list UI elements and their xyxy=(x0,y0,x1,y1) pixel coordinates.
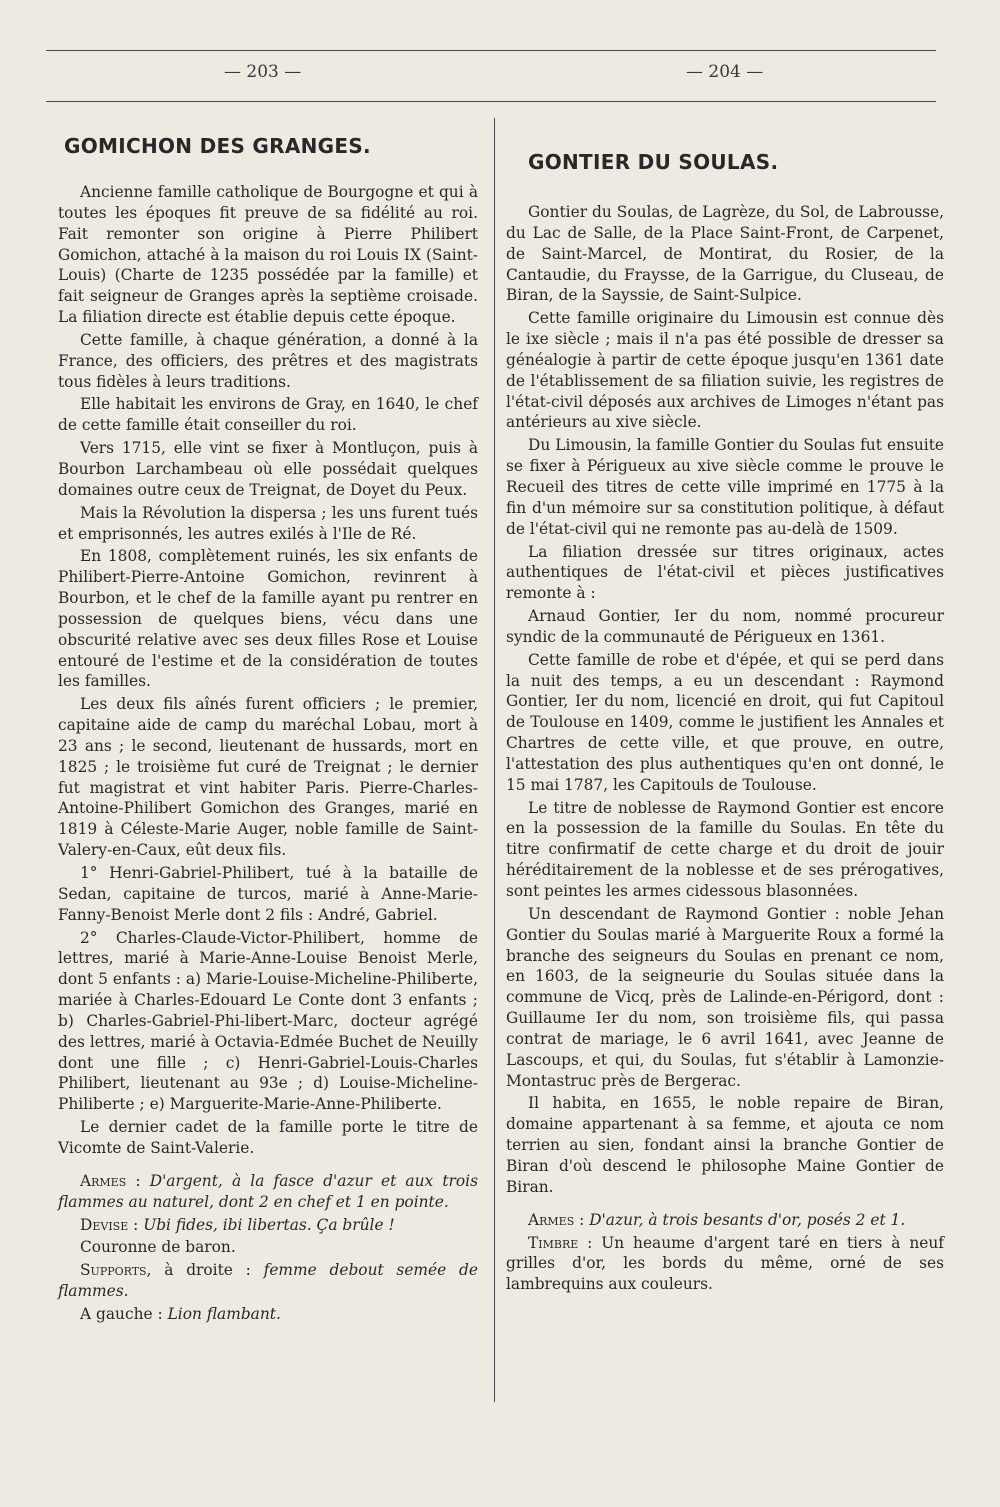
armes-label: Armes : xyxy=(80,1171,141,1190)
paragraph: Un descendant de Raymond Gontier : noble Jehan Gontier du Soulas marié à Marguerite Roux a formé la branche des seigneurs du Soulas en prenant ce nom, en 1603, de la seigneurie du Soulas située dans la commune de Vicq, près de Lalinde-en-Périgord, dont : Guillaume Ier du nom, son troisième fils, qui passa contrat de mariage, le 6 avril 1641, avec Jeanne de Lascoups, et qui, du Soulas, fut s'établir à Lamonzie-Montastruc près de Bergerac. xyxy=(506,904,944,1090)
paragraph: Cette famille originaire du Limousin est connue dès le ixe siècle ; mais il n'a pas été possible de dresser sa généalogie à partir de cette époque jusqu'en 1361 date de l'établissement de sa filiation suivie, les registres de l'état-civil déposés aux archives de Limoges n'étant pas antérieurs au xive siècle. xyxy=(506,309,944,432)
supports-label: Supports, xyxy=(80,1261,152,1280)
paragraph: La filiation dressée sur titres originaux, actes authentiques de l'état-civil et pièces justificatives remonte à : xyxy=(506,542,944,603)
armes-text: D'argent, à la fasce d'azur et aux trois flammes au naturel, dont 2 en chef et 1 en pointe. xyxy=(58,1171,478,1211)
paragraph: Du Limousin, la famille Gontier du Soulas fut ensuite se fixer à Périgueux au xive siècle comme le prouve le Recueil des titres de cette ville imprimé en 1775 à la fin d'un mémoire sur sa constitution politique, à défaut de l'état-civil qui ne remonte pas au-delà de 1509. xyxy=(506,436,944,538)
right-entry-title: GONTIER DU SOULAS. xyxy=(528,150,779,174)
armes-line xyxy=(506,1210,944,1231)
paragraph: Vers 1715, elle vint se fixer à Montluçon, puis à Bourbon Larchambeau où elle possédait quelques domaines outre ceux de Treignat, de Doyet du Peux. xyxy=(58,439,478,499)
timbre-text: Un heaume d'argent taré en tiers à neuf grilles d'or, les bords du même, orné de ses lambrequins aux couleurs. xyxy=(506,1233,944,1294)
devise-line xyxy=(58,1215,478,1236)
paragraph: Gontier du Soulas, de Lagrèze, du Sol, de Labrousse, du Lac de Salle, de la Place Saint-Front, de Carpenet, de Saint-Marcel, de Montirat, du Rosier, de la Cantaudie, du Fraysse, de la Garrigue, du Cluseau, de Biran, de la Sayssie, de Saint-Sulpice. xyxy=(506,203,944,305)
paragraph: Mais la Révolution la dispersa ; les uns furent tués et emprisonnés, les autres exilés à l'Ile de Ré. xyxy=(58,503,478,543)
paragraph: Les deux fils aînés furent officiers ; le premier, capitaine aide de camp du maréchal Lobau, mort à 23 ans ; le second, lieutenant de hussards, mort en 1825 ; le troisième fut curé de Treignat ; le dernier fut magistrat et vint habiter Paris. Pierre-Charles-Antoine-Philibert Gomichon des Granges, marié en 1819 à Céleste-Marie Auger, noble famille de Saint-Valery-en-Caux, eût deux fils. xyxy=(58,695,478,860)
paragraph: En 1808, complètement ruinés, les six enfants de Philibert-Pierre-Antoine Gomichon, revinrent à Bourbon, et le chef de la famille ayant pu rentrer en possession de quelques biens, vécu dans une obscurité relative avec ses deux filles Rose et Louise entouré de l'estime et de la considération de toutes les familles. xyxy=(58,547,478,691)
paragraph: Le titre de noblesse de Raymond Gontier est encore en la possession de la famille du Soulas. En tête du titre confirmatif de cette charge et du droit de jouir héréditairement de la noblesse et de ses prérogatives, sont peintes les armes cidessous blasonnées. xyxy=(506,798,944,900)
paragraph: Ancienne famille catholique de Bourgogne et qui à toutes les époques fit preuve de sa fidélité au roi. Fait remonter son origine à Pierre Philibert Gomichon, attaché à la maison du roi Louis IX (Saint-Louis) (Charte de 1235 possédée par la famille) et fait seigneur de Granges après la septième croisade. La filiation directe est établie depuis cette époque. xyxy=(58,183,478,327)
left-entry-body xyxy=(58,182,478,1327)
paragraph: Cette famille, à chaque génération, a donné à la France, des officiers, des prêtres et des magistrats tous fidèles à leurs traditions. xyxy=(58,330,478,391)
gauche-italic: Lion flambant. xyxy=(167,1304,281,1323)
devise-text: Ubi fides, ibi libertas. Ça brûle ! xyxy=(143,1215,395,1234)
left-entry-title: GOMICHON DES GRANGES. xyxy=(64,134,371,158)
armes-label: Armes : xyxy=(528,1210,585,1229)
paragraph: 1° Henri-Gabriel-Philibert, tué à la bataille de Sedan, capitaine de turcos, marié à Anne-Marie-Fanny-Benoist Merle dont 2 fils : André, Gabriel. xyxy=(58,864,478,924)
gauche-line xyxy=(58,1304,478,1325)
supports-line xyxy=(58,1260,478,1302)
paragraph: Cette famille de robe et d'épée, et qui se perd dans la nuit des temps, a eu un descendant : Raymond Gontier, Ier du nom, licencié en droit, qui fut Capitoul de Toulouse en 1409, comme le justifient les Annales et Chartres de cette ville, et que prouve, en outre, l'attestation des plus authentiques qu'en ont donné, le 15 mai 1787, les Capitouls de Toulouse. xyxy=(506,650,944,794)
gauche-text: A gauche : xyxy=(80,1304,163,1323)
couronne-line: Couronne de baron. xyxy=(80,1238,236,1257)
supports-text: à droite : xyxy=(164,1261,251,1280)
right-page-number: — 204 — xyxy=(686,62,764,82)
armes-text: D'azur, à trois besants d'or, posés 2 et 1. xyxy=(589,1210,906,1229)
right-entry-body xyxy=(506,202,944,1297)
top-rule xyxy=(46,50,936,51)
paragraph: Elle habitait les environs de Gray, en 1640, le chef de cette famille était conseiller du roi. xyxy=(58,395,478,435)
header-rule xyxy=(46,101,936,102)
paragraph: Arnaud Gontier, Ier du nom, nommé procureur syndic de la communauté de Périgueux en 1361. xyxy=(506,607,944,646)
column-divider xyxy=(494,118,495,1402)
supports-italic: femme debout semée de flammes. xyxy=(58,1261,478,1301)
devise-label: Devise : xyxy=(80,1215,139,1234)
timbre-line xyxy=(506,1233,944,1296)
paragraph: Il habita, en 1655, le noble repaire de Biran, domaine appartenant à sa femme, et ajouta ce nom terrien au sien, fondant ainsi la branche Gontier de Biran d'où descend le philosophe Maine Gontier de Biran. xyxy=(506,1094,944,1196)
timbre-label: Timbre : xyxy=(528,1233,593,1252)
paragraph: Le dernier cadet de la famille porte le titre de Vicomte de Saint-Valerie. xyxy=(58,1118,478,1157)
left-page-number: — 203 — xyxy=(224,62,302,82)
armes-line xyxy=(58,1171,478,1213)
paragraph: 2° Charles-Claude-Victor-Philibert, homme de lettres, marié à Marie-Anne-Louise Benoist Merle, dont 5 enfants : a) Marie-Louise-Micheline-Philiberte, mariée à Charles-Edouard Le Conte dont 3 enfants ; b) Charles-Gabriel-Phi-libert-Marc, docteur agrégé des lettres, marié à Octavia-Edmée Buchet de Neuilly dont une fille ; c) Henri-Gabriel-Louis-Charles Philibert, lieutenant au 93e ; d) Louise-Micheline-Philiberte ; e) Marguerite-Marie-Anne-Philiberte. xyxy=(58,928,478,1114)
